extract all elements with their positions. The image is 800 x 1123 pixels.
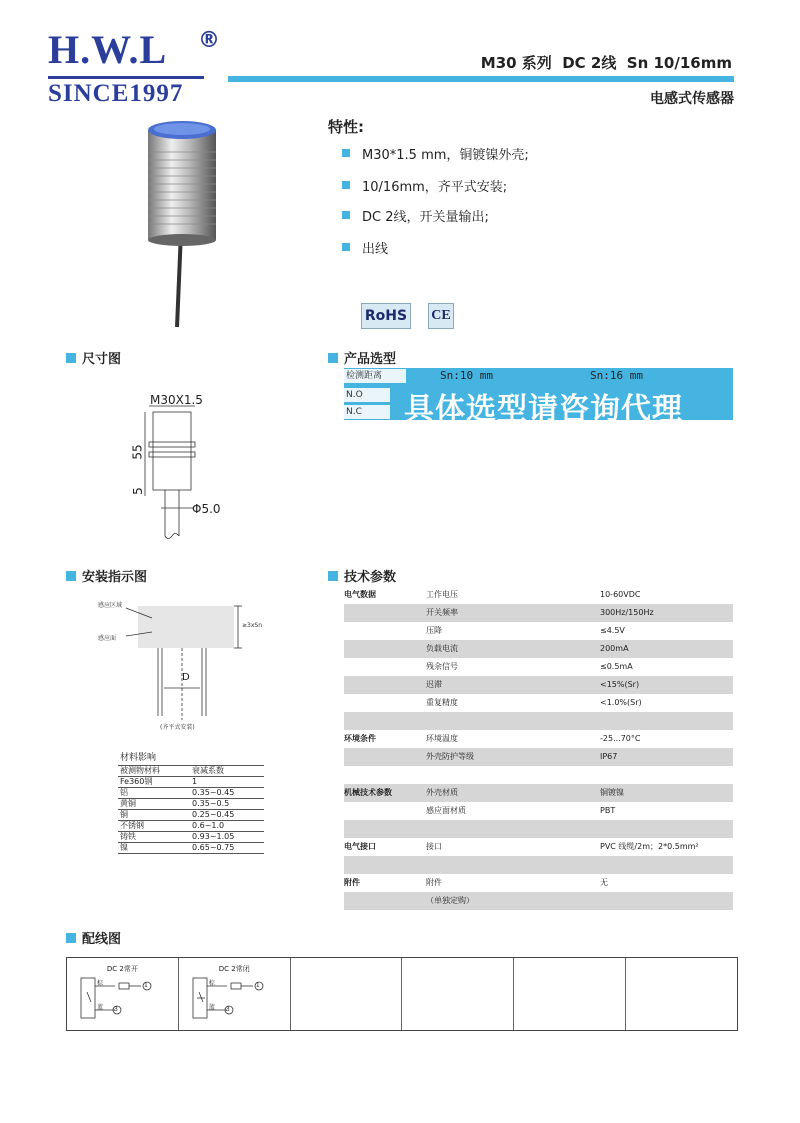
- table-cell: 衰减系数: [192, 766, 224, 775]
- section-title: 安装指示图: [82, 570, 148, 585]
- wiring-cell-empty: [291, 958, 403, 1030]
- table-row: [344, 856, 733, 874]
- section-selection: [328, 348, 396, 367]
- sn10-label: Sn:10 mm: [440, 369, 493, 382]
- table-row: [344, 676, 733, 694]
- logo-underline: [48, 76, 204, 79]
- table-row: [344, 766, 733, 784]
- table-cell: Fe360钢: [120, 777, 153, 786]
- install-face-label: 感应面: [98, 635, 117, 642]
- wiring-diagram-nc: [179, 958, 289, 1028]
- table-row: [344, 892, 733, 910]
- table-cell: 接口: [426, 842, 442, 851]
- dim-cap-label: 5: [130, 487, 145, 495]
- install-caption: (齐平式安装): [160, 724, 195, 731]
- wiring-cell-nc: [179, 958, 291, 1030]
- section-title: 尺寸图: [82, 352, 122, 367]
- sensor-photo: [130, 112, 240, 332]
- blue-label: 蓝: [97, 1004, 104, 1011]
- label-distance: 检测距离: [344, 369, 406, 383]
- feature-text: 10/16mm，齐平式安装;: [362, 180, 508, 195]
- dimension-drawing: [135, 404, 205, 544]
- table-cell: 外壳防护等级: [426, 752, 474, 761]
- table-cell: -25...70°C: [600, 734, 641, 743]
- table-row: [344, 712, 733, 730]
- table-cell: 0.35~0.5: [192, 799, 230, 808]
- table-cell: （单独定购）: [426, 896, 474, 905]
- table-cell: 不锈钢: [120, 821, 144, 830]
- logo-text: H.W.L: [48, 27, 168, 72]
- sn16-label: Sn:16 mm: [590, 369, 643, 382]
- feature-item: [362, 206, 489, 225]
- brown-label: 棕: [208, 980, 215, 987]
- dim-cable-label: Φ5.0: [192, 502, 221, 516]
- table-cell: 200mA: [600, 644, 629, 653]
- table-cell: 环境温度: [426, 734, 458, 743]
- table-cell: ≤4.5V: [600, 626, 625, 635]
- table-cell: 0.93~1.05: [192, 832, 235, 841]
- table-row: [344, 622, 733, 640]
- dim-length-label: 55: [130, 444, 145, 460]
- page-subtitle: 电感式传感器: [650, 91, 734, 107]
- spec-table: [344, 586, 733, 910]
- install-distance-label: ≥3xSn: [242, 622, 263, 629]
- table-cell: IP67: [600, 752, 618, 761]
- section-title: 配线图: [82, 932, 122, 947]
- table-cell: 电气数据: [344, 590, 376, 599]
- table-cell: 铜: [120, 810, 128, 819]
- table-row: [118, 810, 264, 821]
- material-table: [118, 752, 264, 854]
- table-cell: 0.65~0.75: [192, 843, 235, 852]
- table-cell: 迟滞: [426, 680, 442, 689]
- table-cell: 10-60VDC: [600, 590, 641, 599]
- label-no: N.O: [344, 388, 390, 402]
- pin1-label: 1: [255, 982, 260, 989]
- table-cell: 机械技术参数: [344, 788, 392, 797]
- selection-message: 具体选型请咨询代理: [404, 392, 683, 427]
- table-cell: 负载电流: [426, 644, 458, 653]
- install-drawing: [90, 596, 270, 736]
- feature-text: M30*1.5 mm，铜镀镍外壳;: [362, 148, 529, 163]
- registered-mark: ®: [198, 28, 220, 53]
- table-cell: 开关频率: [426, 608, 458, 617]
- table-row: [118, 766, 264, 777]
- logo-since: SINCE1997: [48, 80, 184, 107]
- pin3-label: 3: [114, 1006, 118, 1013]
- table-cell: 环境条件: [344, 734, 376, 743]
- table-cell: PBT: [600, 806, 616, 815]
- table-row: [118, 832, 264, 843]
- wiring-no-label: DC 2常开: [106, 965, 138, 973]
- table-row: [344, 694, 733, 712]
- table-row: [344, 586, 733, 604]
- table-cell: 0.25~0.45: [192, 810, 235, 819]
- section-title: 产品选型: [344, 352, 397, 367]
- table-row: [344, 640, 733, 658]
- table-row: [118, 777, 264, 788]
- table-cell: PVC 线缆/2m；2*0.5mm²: [600, 842, 699, 851]
- table-cell: 被测物材料: [120, 766, 160, 775]
- pin1-label: 1: [144, 982, 148, 989]
- table-row: [344, 874, 733, 892]
- material-title: 材料影响: [118, 752, 264, 766]
- section-tech: [328, 566, 396, 585]
- wiring-nc-label: DC 2常闭: [218, 965, 250, 973]
- table-cell: 300Hz/150Hz: [600, 608, 654, 617]
- table-row: [344, 838, 733, 856]
- wiring-cell-empty: [402, 958, 514, 1030]
- table-row: [118, 843, 264, 854]
- table-cell: 残余信号: [426, 662, 458, 671]
- section-wiring: [66, 928, 121, 947]
- table-cell: <15%(Sr): [600, 680, 640, 689]
- table-row: [344, 730, 733, 748]
- label-nc: N.C: [344, 405, 390, 419]
- table-row: [344, 820, 733, 838]
- table-cell: 无: [600, 878, 608, 887]
- table-cell: 电气接口: [344, 842, 376, 851]
- feature-item: [362, 176, 507, 195]
- table-row: [118, 799, 264, 810]
- brown-label: 棕: [97, 980, 104, 987]
- table-cell: 附件: [344, 878, 360, 887]
- table-cell: 工作电压: [426, 590, 458, 599]
- feature-text: DC 2线，开关量输出;: [362, 210, 489, 225]
- wiring-cell-empty: [626, 958, 737, 1030]
- table-cell: 0.6~1.0: [192, 821, 225, 830]
- table-row: [118, 821, 264, 832]
- dim-thread-label: M30X1.5: [150, 393, 203, 407]
- table-cell: <1.0%(Sr): [600, 698, 642, 707]
- rohs-badge: RoHS: [361, 303, 411, 329]
- table-cell: ≤0.5mA: [600, 662, 633, 671]
- table-cell: 1: [192, 777, 198, 786]
- table-cell: 镍: [120, 843, 128, 852]
- table-cell: 感应面材质: [426, 806, 466, 815]
- wiring-table: [66, 957, 738, 1031]
- ce-badge: CE: [428, 303, 454, 329]
- table-row: [344, 748, 733, 766]
- wiring-diagram-no: [67, 958, 177, 1028]
- table-cell: 外壳材质: [426, 788, 458, 797]
- table-cell: 0.35~0.45: [192, 788, 235, 797]
- pin3-label: 3: [225, 1006, 230, 1013]
- section-dimensions: [66, 348, 121, 367]
- title-divider: [228, 76, 734, 82]
- page-title: M30 系列 DC 2线 Sn 10/16mm: [480, 54, 732, 72]
- table-cell: 压降: [426, 626, 442, 635]
- section-install: [66, 566, 147, 585]
- blue-label: 蓝: [208, 1004, 215, 1011]
- install-d-label: D: [182, 672, 190, 683]
- feature-item: [362, 144, 529, 163]
- section-title: 技术参数: [344, 570, 397, 585]
- install-zone-label: 感应区域: [98, 602, 123, 609]
- wiring-cell-empty: [514, 958, 626, 1030]
- feature-item: [362, 238, 388, 257]
- table-row: [344, 802, 733, 820]
- table-cell: 铸铁: [120, 832, 136, 841]
- feature-text: 出线: [362, 242, 389, 257]
- table-cell: 铝: [120, 788, 128, 797]
- table-row: [118, 788, 264, 799]
- table-cell: 黄铜: [120, 799, 136, 808]
- table-row: [344, 784, 733, 802]
- table-cell: 附件: [426, 878, 442, 887]
- table-cell: 铜镀镍: [600, 788, 624, 797]
- table-row: [344, 658, 733, 676]
- table-cell: 重复精度: [426, 698, 458, 707]
- table-row: [344, 604, 733, 622]
- features-heading: 特性:: [328, 118, 364, 136]
- wiring-cell-no: [67, 958, 179, 1030]
